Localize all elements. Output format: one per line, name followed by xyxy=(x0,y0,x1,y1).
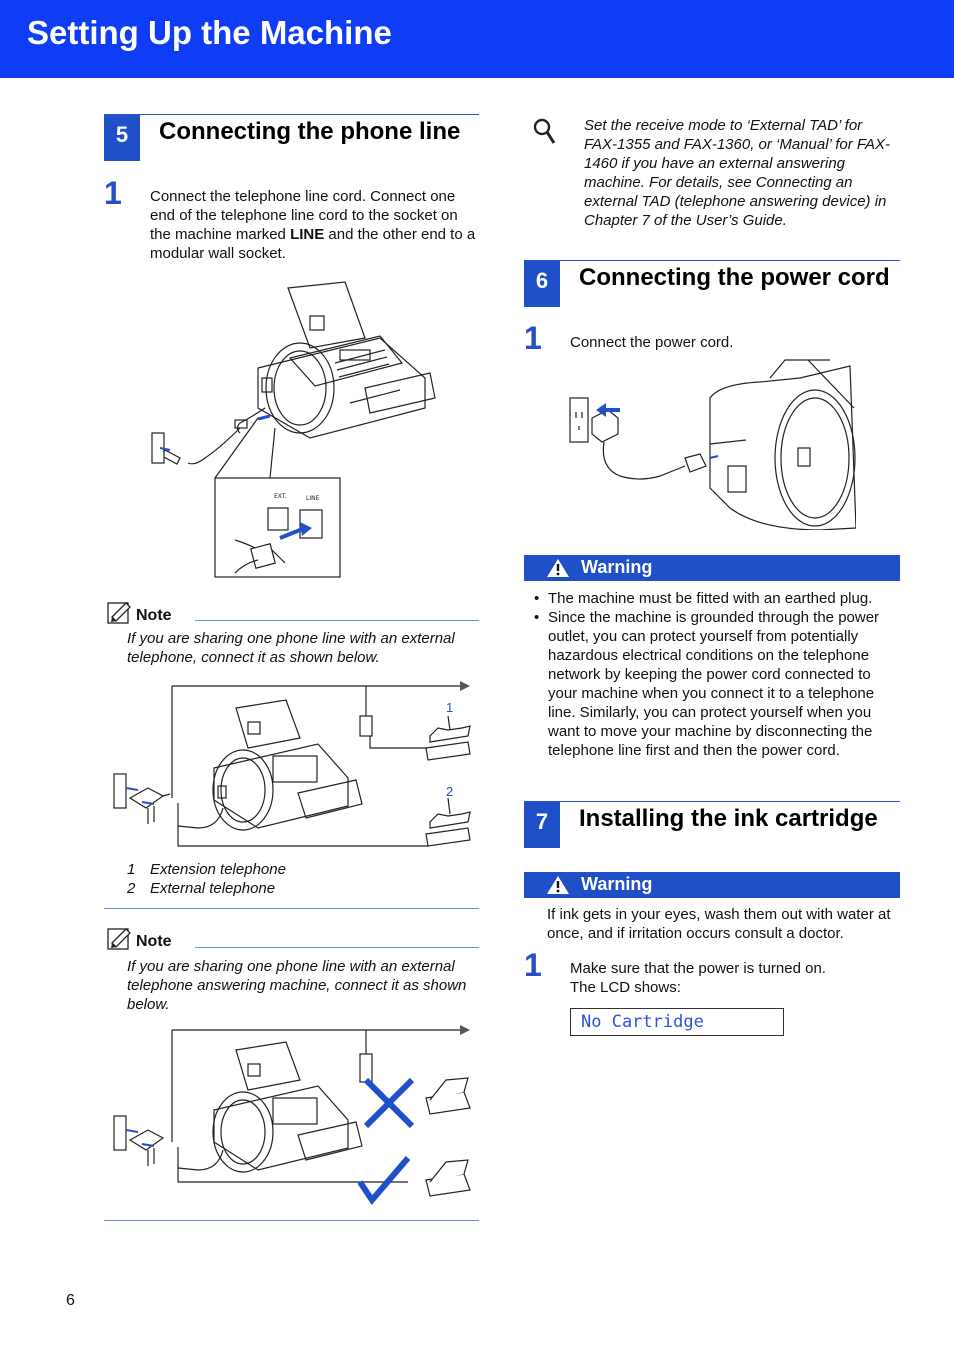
power-cord-illustration xyxy=(560,358,856,530)
legend-2-text: External telephone xyxy=(150,880,276,897)
note-1-rule xyxy=(195,620,479,621)
section-5-step-number: 1 xyxy=(104,175,122,211)
page-number: 6 xyxy=(66,1292,75,1309)
note-1-label: Note xyxy=(136,607,172,624)
ext-port-label: EXT. xyxy=(274,493,287,500)
section-5-rule xyxy=(104,114,479,115)
note-separator-2 xyxy=(104,1220,479,1221)
tip-text: Set the receive mode to ‘External TAD’ for FAX-1355 and FAX-1360, or ‘Manual’ for FAX-1460 if you have an external answering machine. For details, see Connecting an external TAD (telephone answering device) in Chapter 7 of the User’s Guide. xyxy=(584,117,890,229)
section-6-step-text: Connect the power cord. xyxy=(570,334,734,351)
list-item: • Since the machine is grounded through the power outlet, you can protect yourself from potentially hazardous electrical conditions on the telephone network by keeping the power cord connected to your machine when you connect it to a telephone line. Similarly, you can protect yourself when you want to move your machine by disconnecting the telephone line first and then the power cord. xyxy=(526,608,900,760)
warning-icon xyxy=(546,875,570,895)
note-2-text: If you are sharing one phone line with an external telephone answering machine, connect it as shown below. xyxy=(127,958,467,1013)
section-5-title: Connecting the phone line xyxy=(159,118,461,145)
callout-2: 2 xyxy=(446,784,454,799)
section-7-step-number: 1 xyxy=(524,947,542,983)
ink-warning-text: If ink gets in your eyes, wash them out with water at once, and if irritation occurs consult a doctor. xyxy=(547,906,891,942)
note-icon xyxy=(106,927,134,951)
list-item: • The machine must be fitted with an earthed plug. xyxy=(526,589,900,608)
legend-2-number: 2 xyxy=(127,880,136,897)
external-telephone-illustration xyxy=(108,678,478,856)
phone-line-connection-illustration xyxy=(140,278,440,580)
warning-icon xyxy=(546,558,570,578)
section-6-number: 6 xyxy=(524,261,560,307)
note-icon xyxy=(106,601,134,625)
warning-banner xyxy=(524,872,900,898)
legend-1-number: 1 xyxy=(127,861,136,878)
section-5-step-text: Connect the telephone line cord. Connect one end of the telephone line cord to the socket on the machine marked LINE and the other end to a modular wall socket. xyxy=(150,188,476,262)
note-1-text: If you are sharing one phone line with an external telephone, connect it as shown below. xyxy=(127,630,455,666)
section-6-rule xyxy=(524,260,900,261)
section-7-step-line-2: The LCD shows: xyxy=(570,979,681,996)
note-separator-1 xyxy=(104,908,479,909)
section-7-rule xyxy=(524,801,900,802)
note-2-rule xyxy=(195,947,479,948)
warning-list xyxy=(526,589,900,760)
callout-1: 1 xyxy=(446,700,454,715)
section-7-step-line-1: Make sure that the power is turned on. xyxy=(570,960,826,977)
warning-label: Warning xyxy=(581,874,653,894)
section-7-number: 7 xyxy=(524,802,560,848)
note-2-label: Note xyxy=(136,933,172,950)
line-port-label: LINE xyxy=(306,495,320,502)
section-7-title: Installing the ink cartridge xyxy=(579,805,878,832)
answering-machine-illustration xyxy=(108,1022,478,1212)
page-title: Setting Up the Machine xyxy=(27,14,392,51)
magnifier-icon xyxy=(532,117,558,147)
cross-icon xyxy=(366,1080,412,1126)
section-6-title: Connecting the power cord xyxy=(579,264,890,291)
section-5-number: 5 xyxy=(104,115,140,161)
warning-banner xyxy=(524,555,900,581)
check-icon xyxy=(360,1158,408,1200)
section-6-step-number: 1 xyxy=(524,320,542,356)
legend-1-text: Extension telephone xyxy=(150,861,286,878)
warning-label: Warning xyxy=(581,557,653,577)
lcd-display: No Cartridge xyxy=(570,1008,784,1036)
